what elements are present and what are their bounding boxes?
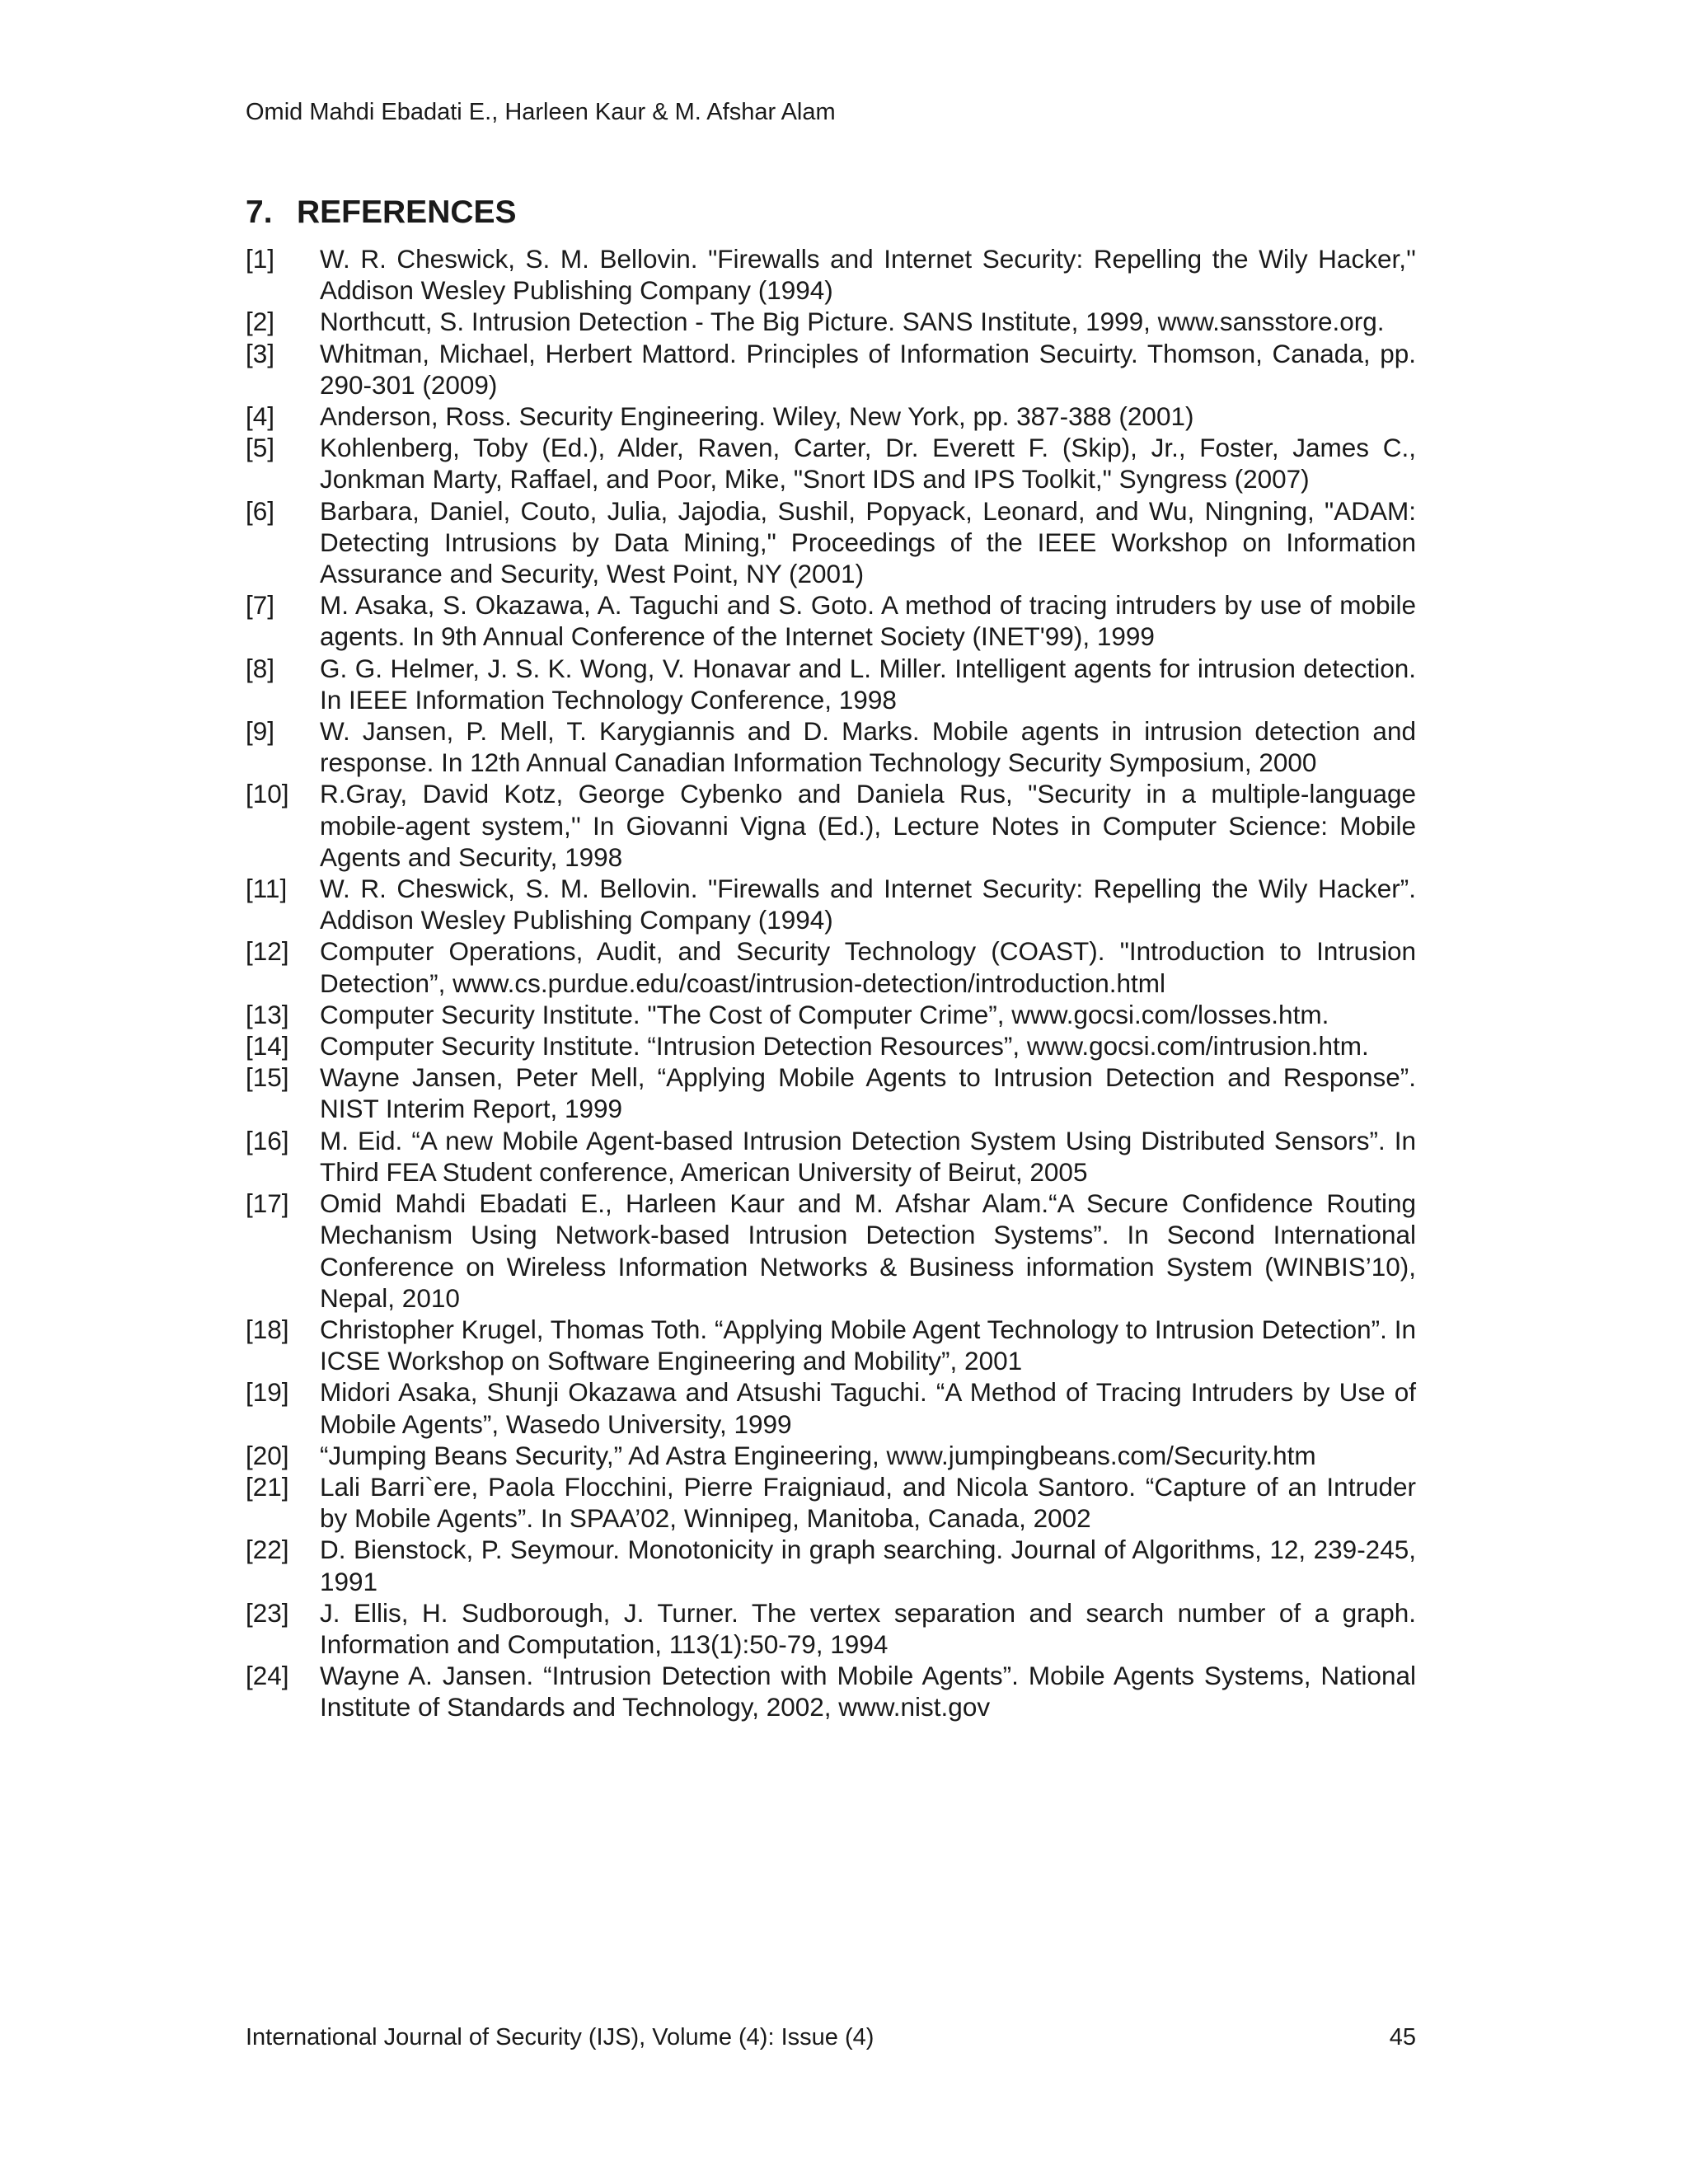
reference-number: [14] xyxy=(246,1031,289,1062)
reference-number: [23] xyxy=(246,1597,289,1628)
reference-item xyxy=(246,999,1416,1030)
reference-item xyxy=(246,401,1416,432)
reference-number: [2] xyxy=(246,307,275,337)
reference-item xyxy=(246,1471,1416,1534)
reference-text: Midori Asaka, Shunji Okazawa and Atsushi Taguchi. “A Method of Tracing Intruders by Use of Mobile Agents”, Wasedo University, 1999 xyxy=(320,1377,1416,1439)
reference-item xyxy=(246,589,1416,652)
reference-text: R.Gray, David Kotz, George Cybenko and Daniela Rus, "Security in a multiple-language mobile-agent system,'' In Giovanni Vigna (Ed.), Lecture Notes in Computer Science: Mobile Agents and Security, 1998 xyxy=(320,779,1416,872)
reference-text: Northcutt, S. Intrusion Detection - The Big Picture. SANS Institute, 1999, www.sansstore.org. xyxy=(320,307,1385,337)
reference-text: Wayne A. Jansen. “Intrusion Detection with Mobile Agents”. Mobile Agents Systems, National Institute of Standards and Technology, 2002, www.nist.gov xyxy=(320,1661,1416,1722)
reference-number: [10] xyxy=(246,779,289,809)
section-title: REFERENCES xyxy=(297,194,517,230)
reference-text: Anderson, Ross. Security Engineering. Wiley, New York, pp. 387-388 (2001) xyxy=(320,401,1194,432)
reference-number: [24] xyxy=(246,1661,289,1691)
reference-text: Christopher Krugel, Thomas Toth. “Applying Mobile Agent Technology to Intrusion Detection”. In ICSE Workshop on Software Engineering and Mobility”, 2001 xyxy=(320,1314,1416,1376)
reference-text: W. R. Cheswick, S. M. Bellovin. "Firewalls and Internet Security: Repelling the Wily Hacker”. Addison Wesley Publishing Company (1994) xyxy=(320,874,1416,935)
reference-number: [22] xyxy=(246,1535,289,1565)
reference-text: Lali Barri`ere, Paola Flocchini, Pierre Fraigniaud, and Nicola Santoro. “Capture of an Intruder by Mobile Agents”. In SPAA’02, Winnipeg, Manitoba, Canada, 2002 xyxy=(320,1471,1416,1534)
reference-item xyxy=(246,1125,1416,1188)
reference-item xyxy=(246,1534,1416,1596)
reference-number: [18] xyxy=(246,1314,289,1344)
reference-text: M. Asaka, S. Okazawa, A. Taguchi and S. Goto. A method of tracing intruders by use of mobile agents. In 9th Annual Conference of the Internet Society (INET'99), 1999 xyxy=(320,590,1416,652)
reference-number: [6] xyxy=(246,495,275,526)
reference-item xyxy=(246,715,1416,778)
reference-number: [1] xyxy=(246,244,275,274)
reference-text: Kohlenberg, Toby (Ed.), Alder, Raven, Carter, Dr. Everett F. (Skip), Jr., Foster, James C., Jonkman Marty, Raffael, and Poor, Mike, "Snort IDS and IPS Toolkit," Syngress (2007) xyxy=(320,433,1416,494)
running-footer xyxy=(246,2022,1416,2052)
reference-number: [21] xyxy=(246,1471,289,1502)
reference-number: [5] xyxy=(246,433,275,463)
reference-item xyxy=(246,1062,1416,1124)
reference-item xyxy=(246,1660,1416,1722)
reference-number: [4] xyxy=(246,401,275,432)
reference-text: “Jumping Beans Security,” Ad Astra Engineering, www.jumpingbeans.com/Security.htm xyxy=(320,1440,1316,1470)
running-header: Omid Mahdi Ebadati E., Harleen Kaur & M. Afshar Alam xyxy=(246,99,836,125)
journal-citation: International Journal of Security (IJS), Volume (4): Issue (4) xyxy=(246,2024,874,2050)
reference-text: Whitman, Michael, Herbert Mattord. Principles of Information Secuirty. Thomson, Canada, pp. 290-301 (2009) xyxy=(320,338,1416,400)
reference-number: [3] xyxy=(246,338,275,368)
reference-number: [19] xyxy=(246,1377,289,1408)
reference-item xyxy=(246,432,1416,494)
section-heading xyxy=(246,193,517,232)
reference-text: W. R. Cheswick, S. M. Bellovin. "Firewalls and Internet Security: Repelling the Wily Hacker,'' Addison Wesley Publishing Company (1994) xyxy=(320,244,1416,306)
reference-item xyxy=(246,778,1416,873)
reference-item xyxy=(246,495,1416,590)
reference-number: [16] xyxy=(246,1125,289,1155)
reference-item xyxy=(246,243,1416,306)
reference-number: [20] xyxy=(246,1440,289,1470)
reference-text: W. Jansen, P. Mell, T. Karygiannis and D. Marks. Mobile agents in intrusion detection and response. In 12th Annual Canadian Information Technology Security Symposium, 2000 xyxy=(320,716,1416,778)
reference-text: Computer Security Institute. “Intrusion Detection Resources”, www.gocsi.com/intrusion.htm. xyxy=(320,1031,1369,1062)
reference-item xyxy=(246,1376,1416,1439)
reference-text: Wayne Jansen, Peter Mell, “Applying Mobile Agents to Intrusion Detection and Response”. NIST Interim Report, 1999 xyxy=(320,1062,1416,1124)
reference-text: Computer Operations, Audit, and Security Technology (COAST). "Introduction to Intrusion Detection”, www.cs.purdue.edu/coast/intrusion-detection/introduction.html xyxy=(320,936,1416,998)
reference-item xyxy=(246,1188,1416,1314)
reference-number: [12] xyxy=(246,936,289,967)
reference-text: Barbara, Daniel, Couto, Julia, Jajodia, Sushil, Popyack, Leonard, and Wu, Ningning, "ADAM: Detecting Intrusions by Data Mining," Proceedings of the IEEE Workshop on Information Assurance and Security, West Point, NY (2001) xyxy=(320,495,1416,589)
reference-item xyxy=(246,306,1416,337)
page-number: 45 xyxy=(1389,2024,1416,2050)
reference-text: Computer Security Institute. "The Cost of Computer Crime”, www.gocsi.com/losses.htm. xyxy=(320,999,1329,1029)
reference-item xyxy=(246,1314,1416,1376)
reference-number: [11] xyxy=(246,874,288,904)
section-number: 7. xyxy=(246,194,273,230)
reference-text: J. Ellis, H. Sudborough, J. Turner. The vertex separation and search number of a graph. Information and Computation, 113(1):50-79, 1994 xyxy=(320,1597,1416,1659)
reference-number: [7] xyxy=(246,590,275,621)
reference-text: G. G. Helmer, J. S. K. Wong, V. Honavar and L. Miller. Intelligent agents for intrusion detection. In IEEE Information Technology Conference, 1998 xyxy=(320,653,1416,715)
reference-item xyxy=(246,1440,1416,1471)
reference-item xyxy=(246,338,1416,401)
reference-item xyxy=(246,935,1416,998)
reference-number: [15] xyxy=(246,1062,289,1093)
reference-text: D. Bienstock, P. Seymour. Monotonicity in graph searching. Journal of Algorithms, 12, 239-245, 1991 xyxy=(320,1535,1416,1596)
reference-text: M. Eid. “A new Mobile Agent-based Intrusion Detection System Using Distributed Sensors”. In Third FEA Student conference, American University of Beirut, 2005 xyxy=(320,1125,1416,1187)
reference-number: [8] xyxy=(246,653,275,683)
reference-text: Omid Mahdi Ebadati E., Harleen Kaur and M. Afshar Alam.“A Secure Confidence Routing Mechanism Using Network-based Intrusion Detection Systems”. In Second International Conference on Wireless Information Networks & Business information System (WINBIS’10), Nepal, 2010 xyxy=(320,1188,1416,1313)
reference-item xyxy=(246,1030,1416,1062)
reference-item xyxy=(246,873,1416,935)
reference-number: [13] xyxy=(246,999,289,1029)
reference-number: [9] xyxy=(246,716,275,747)
reference-item xyxy=(246,1597,1416,1660)
reference-list xyxy=(246,243,1416,1723)
reference-number: [17] xyxy=(246,1188,289,1219)
reference-item xyxy=(246,653,1416,715)
